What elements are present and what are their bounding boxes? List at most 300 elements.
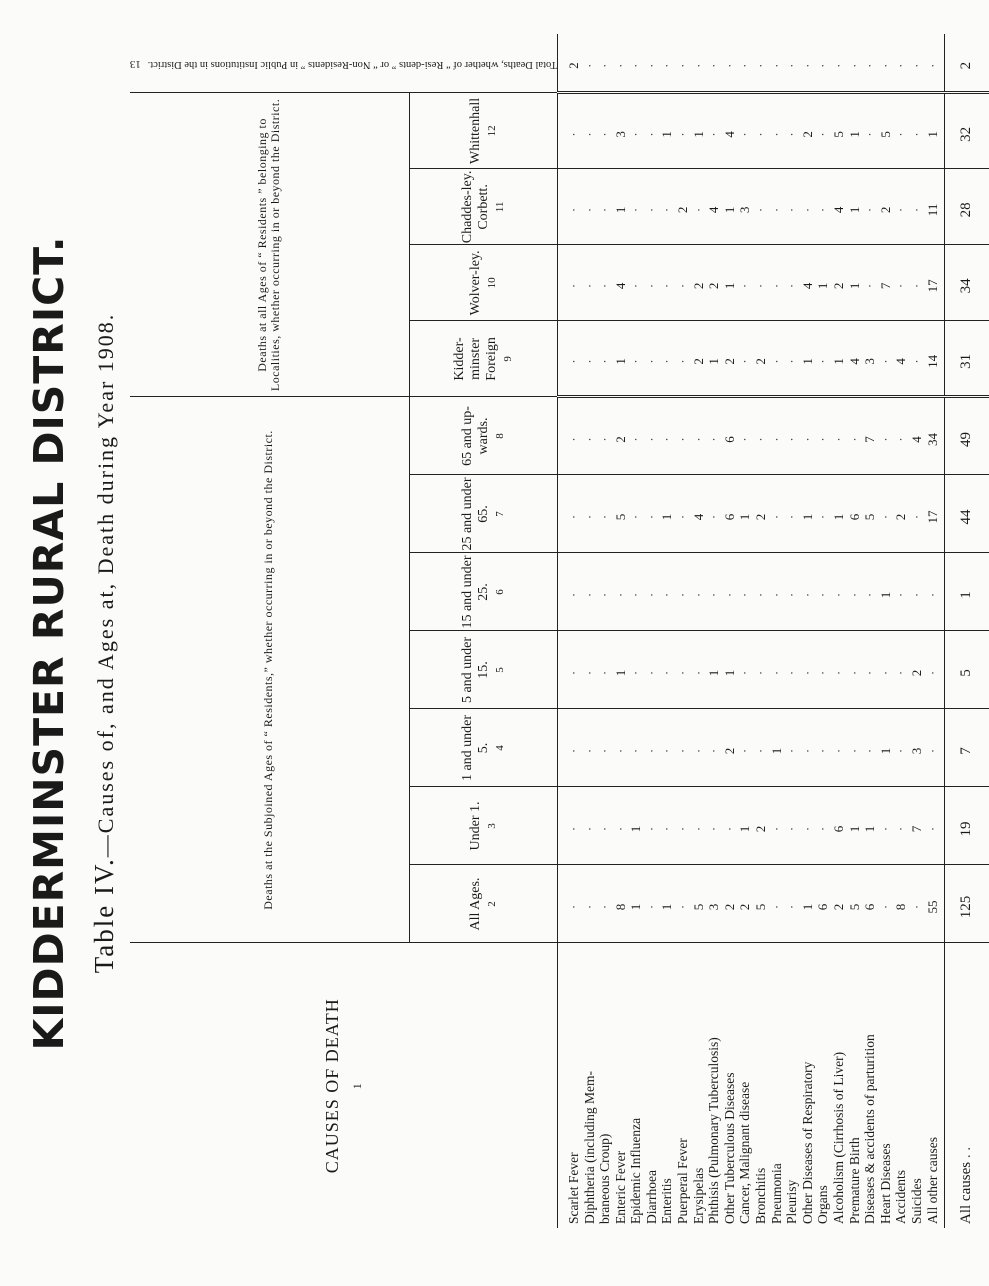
cell-dot: ·: [815, 437, 831, 442]
cell-value: 3: [862, 358, 878, 365]
cell-value: 1: [628, 903, 644, 911]
cell-value: 1: [877, 591, 893, 599]
cell-dot: ·: [597, 283, 613, 289]
cell-dot: ·: [768, 437, 784, 442]
cell-value: 1: [799, 903, 815, 911]
cell-dot: ·: [706, 592, 722, 598]
cell-dot: ·: [706, 514, 722, 520]
cell-dot: ·: [924, 826, 940, 832]
cell-value: 1: [612, 358, 628, 365]
cell-dot: ·: [565, 670, 581, 676]
cell-dot: ·: [815, 207, 831, 213]
table-title: —Causes of, and Ages at, Death during Year 1908.: [93, 312, 118, 858]
cell-dot: ·: [628, 514, 644, 520]
cell-dot: ·: [737, 592, 753, 598]
cell-dot: ·: [877, 826, 893, 832]
cell-dot: ·: [628, 283, 644, 289]
cell-dot: ·: [612, 826, 628, 832]
total-25-to-65: 44: [945, 475, 989, 553]
cell-dot: ·: [846, 592, 862, 598]
cell-dot: ·: [659, 826, 675, 832]
cell-value: 6: [721, 513, 737, 521]
cell-value: 2: [721, 747, 737, 755]
cell-value: 1: [690, 131, 706, 138]
cell-value: 55: [924, 900, 940, 914]
cell-dot: ·: [565, 904, 581, 910]
cell-dot: ·: [799, 63, 815, 68]
cell-value: 5: [831, 131, 846, 138]
cell-dot: ·: [597, 207, 613, 213]
col-wolverley: Wolver-ley. 10: [409, 245, 557, 321]
cause-column-header: CAUSES OF DEATH 1: [130, 943, 557, 1228]
cell-value: 4: [846, 358, 862, 365]
cell-dot: ·: [815, 514, 831, 520]
cell-dot: ·: [675, 132, 691, 137]
table-heading: [82, 0, 126, 1286]
cell-value: 2: [721, 903, 737, 911]
cell-value: 17: [924, 279, 940, 293]
cell-dot: ·: [721, 63, 737, 68]
cell-dot: ·: [612, 592, 628, 598]
cell-value: 8: [893, 903, 909, 911]
cell-dot: ·: [862, 748, 878, 754]
cell-value: 1: [862, 825, 878, 833]
cell-dot: ·: [753, 437, 769, 442]
col-all-ages: All Ages. 2: [409, 865, 557, 943]
cell-dot: ·: [659, 63, 675, 68]
cell-dot: ·: [924, 592, 940, 598]
cell-value: 1: [628, 825, 644, 833]
cause-row-label: All other causes: [924, 1137, 940, 1224]
cell-dot: ·: [597, 670, 613, 676]
cell-dot: ·: [581, 283, 597, 289]
cell-value: 3: [612, 131, 628, 138]
total-1-to-5: 7: [945, 709, 989, 787]
cell-dot: ·: [862, 207, 878, 213]
cell-value: 4: [831, 206, 846, 214]
cause-row-label: Premature Birth: [846, 1137, 862, 1224]
cell-dot: ·: [628, 132, 644, 137]
cell-dot: ·: [690, 63, 706, 68]
cell-dot: ·: [737, 670, 753, 676]
cell-dot: ·: [784, 283, 800, 289]
col-25-to-65: 25 and under 65. 7: [409, 475, 557, 553]
cell-dot: ·: [737, 437, 753, 442]
cell-value: 1: [706, 669, 722, 677]
ages-group-header: Deaths at the Subjoined Ages of “ Residents,” whether occurring in or beyond the District.: [130, 397, 409, 943]
total-chaddesley-corbett: 28: [945, 169, 989, 245]
cell-dot: ·: [877, 904, 893, 910]
totals-label: All causes . .: [945, 943, 989, 1228]
cell-value: 1: [831, 513, 846, 521]
cell-value: 2: [565, 62, 581, 69]
cell-dot: ·: [659, 670, 675, 676]
cell-value: 2: [831, 282, 846, 290]
cell-dot: ·: [565, 207, 581, 213]
cause-list: [557, 943, 944, 1228]
cell-dot: ·: [659, 437, 675, 442]
cell-dot: ·: [831, 748, 846, 754]
cell-dot: ·: [893, 132, 909, 137]
cause-row-label: Diarrhoea: [643, 1170, 659, 1224]
cell-value: 1: [831, 358, 846, 365]
cell-dot: ·: [675, 748, 691, 754]
cell-value: 1: [721, 669, 737, 677]
total-5-to-15: 5: [945, 631, 989, 709]
cell-value: 1: [737, 825, 753, 833]
cell-dot: ·: [753, 748, 769, 754]
cell-dot: ·: [893, 437, 909, 442]
cell-dot: ·: [877, 514, 893, 520]
cell-value: 1: [799, 513, 815, 521]
cell-dot: ·: [893, 63, 909, 68]
cell-dot: ·: [846, 63, 862, 68]
values-whittenhall: [557, 93, 944, 169]
cell-dot: ·: [862, 283, 878, 289]
institutions-header: Total Deaths, whether of “ Resi-dents ” or “ Non-Residents ” in Public Institutions in the District. 13: [130, 34, 557, 93]
cell-dot: ·: [908, 514, 924, 520]
cell-dot: ·: [643, 904, 659, 910]
cell-dot: ·: [815, 670, 831, 676]
cell-dot: ·: [799, 437, 815, 442]
cell-dot: ·: [643, 826, 659, 832]
cell-value: 1: [846, 131, 862, 138]
values-1-to-5: [557, 709, 944, 787]
cell-value: 1: [768, 747, 784, 755]
cell-dot: ·: [784, 132, 800, 137]
cell-dot: ·: [628, 63, 644, 68]
cell-value: 1: [721, 282, 737, 290]
cell-dot: ·: [581, 514, 597, 520]
cell-dot: ·: [643, 132, 659, 137]
cell-dot: ·: [706, 437, 722, 442]
cell-dot: ·: [753, 207, 769, 213]
cell-value: 2: [737, 903, 753, 911]
cell-dot: ·: [737, 283, 753, 289]
total-kidderminster-foreign: 31: [945, 321, 989, 397]
cell-dot: ·: [831, 63, 846, 68]
cause-row-label: Suicides: [908, 1178, 924, 1224]
cell-value: 4: [721, 131, 737, 138]
values-5-to-15: [557, 631, 944, 709]
cell-value: 7: [862, 436, 878, 443]
cell-dot: ·: [768, 63, 784, 68]
cell-value: 11: [924, 203, 940, 217]
cause-row-label: Other Tuberculous Diseases: [721, 1072, 737, 1224]
cell-value: 6: [862, 903, 878, 911]
cell-dot: ·: [581, 670, 597, 676]
cell-dot: ·: [815, 748, 831, 754]
cell-value: 6: [831, 825, 846, 833]
col-65-upwards: 65 and up-wards. 8: [409, 397, 557, 475]
cell-value: 2: [612, 436, 628, 443]
cell-dot: ·: [643, 592, 659, 598]
cell-value: 7: [877, 282, 893, 290]
cell-value: 1: [659, 513, 675, 521]
cell-value: 4: [706, 206, 722, 214]
cell-value: 1: [721, 206, 737, 214]
cell-dot: ·: [612, 748, 628, 754]
cell-value: 2: [831, 903, 846, 911]
cell-dot: ·: [690, 826, 706, 832]
cell-value: 1: [659, 131, 675, 138]
cause-row-label: Phthisis (Pulmonary Tuberculosis): [706, 1037, 722, 1224]
cell-dot: ·: [628, 207, 644, 213]
cell-value: 5: [846, 903, 862, 911]
cell-dot: ·: [924, 670, 940, 676]
cell-dot: ·: [581, 63, 597, 68]
cell-dot: ·: [737, 359, 753, 364]
cell-dot: ·: [643, 359, 659, 364]
cell-dot: ·: [628, 359, 644, 364]
cell-value: 2: [877, 206, 893, 214]
cell-value: 1: [815, 282, 831, 290]
cell-dot: ·: [581, 207, 597, 213]
cell-value: 2: [799, 131, 815, 138]
values-institutions: [557, 34, 944, 93]
cell-dot: ·: [862, 670, 878, 676]
cell-dot: ·: [799, 592, 815, 598]
cell-dot: ·: [690, 437, 706, 442]
cell-dot: ·: [675, 826, 691, 832]
cell-dot: ·: [784, 514, 800, 520]
cell-dot: ·: [846, 437, 862, 442]
cell-dot: ·: [565, 592, 581, 598]
cell-dot: ·: [862, 132, 878, 137]
cell-dot: ·: [643, 514, 659, 520]
cell-value: 7: [908, 825, 924, 833]
cell-dot: ·: [737, 132, 753, 137]
cell-dot: ·: [597, 437, 613, 442]
cell-dot: ·: [690, 207, 706, 213]
cell-dot: ·: [721, 592, 737, 598]
cell-dot: ·: [908, 283, 924, 289]
cell-value: 2: [675, 206, 691, 214]
col-1-to-5: 1 and under 5. 4: [409, 709, 557, 787]
cause-row-label: Cancer, Malignant disease: [737, 1081, 753, 1224]
values-65-upwards: [557, 397, 944, 475]
cell-value: 5: [612, 513, 628, 521]
cell-value: 6: [846, 513, 862, 521]
cell-dot: ·: [675, 514, 691, 520]
cell-dot: ·: [862, 592, 878, 598]
cell-value: 1: [799, 358, 815, 365]
cell-dot: ·: [737, 748, 753, 754]
total-wolverley: 34: [945, 245, 989, 321]
cell-dot: ·: [815, 359, 831, 364]
cell-dot: ·: [675, 359, 691, 364]
cell-dot: ·: [753, 63, 769, 68]
cell-dot: ·: [721, 826, 737, 832]
cell-value: 8: [612, 903, 628, 911]
cell-dot: ·: [784, 359, 800, 364]
cell-dot: ·: [908, 63, 924, 68]
cell-dot: ·: [690, 592, 706, 598]
cell-dot: ·: [908, 207, 924, 213]
cause-row-label: Pneumonia: [768, 1163, 784, 1224]
cell-dot: ·: [893, 670, 909, 676]
cell-dot: ·: [924, 63, 940, 68]
cell-dot: ·: [877, 670, 893, 676]
cell-dot: ·: [628, 592, 644, 598]
cell-dot: ·: [675, 904, 691, 910]
cell-value: 5: [690, 903, 706, 911]
cell-dot: ·: [908, 359, 924, 364]
cell-value: 2: [893, 513, 909, 521]
cell-dot: ·: [597, 359, 613, 364]
cell-dot: ·: [565, 748, 581, 754]
cell-dot: ·: [628, 437, 644, 442]
cell-dot: ·: [893, 283, 909, 289]
cell-value: 2: [908, 669, 924, 677]
cell-dot: ·: [768, 207, 784, 213]
cell-value: 2: [721, 358, 737, 365]
cell-dot: ·: [581, 748, 597, 754]
total-15-to-25: 1: [945, 553, 989, 631]
cause-row-label: Enteritis: [659, 1178, 675, 1224]
cell-dot: ·: [893, 826, 909, 832]
cell-value: 5: [753, 903, 769, 911]
total-institutions: 2: [945, 34, 989, 93]
cell-dot: ·: [706, 63, 722, 68]
cell-dot: ·: [784, 670, 800, 676]
total-65-upwards: 49: [945, 397, 989, 475]
cell-dot: ·: [862, 63, 878, 68]
cell-dot: ·: [659, 592, 675, 598]
cell-dot: ·: [581, 132, 597, 137]
cell-value: 1: [877, 747, 893, 755]
cause-row-label: Enteric Fever: [612, 1150, 628, 1224]
cell-dot: ·: [768, 514, 784, 520]
cell-value: 4: [908, 436, 924, 443]
cell-dot: ·: [893, 207, 909, 213]
locality-group-header: Deaths at all Ages of “ Residents ” belonging to Localities, whether occurring in or beyond the District.: [130, 93, 409, 397]
cell-dot: ·: [643, 748, 659, 754]
cell-dot: ·: [768, 826, 784, 832]
values-wolverley: [557, 245, 944, 321]
cell-dot: ·: [908, 592, 924, 598]
cell-value: 1: [846, 825, 862, 833]
cell-dot: ·: [908, 132, 924, 137]
col-chaddesley-corbett: Chaddes-ley. Corbett. 11: [409, 169, 557, 245]
cell-value: 2: [690, 282, 706, 290]
total-all-ages: 125: [945, 865, 989, 943]
total-under-1: 19: [945, 787, 989, 865]
cell-dot: ·: [675, 592, 691, 598]
cell-value: 1: [924, 131, 940, 138]
cause-row-label: Other Diseases of Respiratory: [799, 1061, 815, 1224]
cell-dot: ·: [753, 132, 769, 137]
cell-dot: ·: [690, 670, 706, 676]
cell-dot: ·: [706, 132, 722, 137]
cell-dot: ·: [737, 63, 753, 68]
cell-value: 4: [690, 513, 706, 521]
cell-dot: ·: [768, 670, 784, 676]
cell-dot: ·: [799, 207, 815, 213]
cause-row-label: Heart Diseases: [877, 1143, 893, 1224]
cell-dot: ·: [706, 826, 722, 832]
cell-dot: ·: [565, 283, 581, 289]
cell-value: 2: [753, 825, 769, 833]
cell-dot: ·: [784, 826, 800, 832]
cell-value: 2: [753, 358, 769, 365]
cause-row-label: Organs: [815, 1185, 831, 1224]
values-all-ages: [557, 865, 944, 943]
cell-dot: ·: [675, 283, 691, 289]
cell-dot: ·: [877, 359, 893, 364]
cell-dot: ·: [565, 359, 581, 364]
cause-row-label: Scarlet Fever: [565, 1152, 581, 1224]
cell-dot: ·: [784, 748, 800, 754]
values-chaddesley-corbett: [557, 169, 944, 245]
cause-row-label: Diphtheria (including Mem-: [581, 1071, 597, 1224]
cell-dot: ·: [581, 437, 597, 442]
cause-row-label: Pleurisy: [784, 1179, 800, 1224]
cell-dot: ·: [877, 63, 893, 68]
cell-value: 17: [924, 510, 940, 524]
cell-dot: ·: [565, 437, 581, 442]
total-whittenhall: 32: [945, 93, 989, 169]
cell-dot: ·: [581, 592, 597, 598]
cell-dot: ·: [768, 132, 784, 137]
cause-row-label: Bronchitis: [753, 1167, 769, 1224]
cell-value: 3: [737, 206, 753, 214]
cell-dot: ·: [565, 514, 581, 520]
values-under-1: [557, 787, 944, 865]
cell-dot: ·: [893, 592, 909, 598]
cell-value: 6: [815, 903, 831, 911]
cell-dot: ·: [706, 748, 722, 754]
cell-dot: ·: [675, 63, 691, 68]
cell-dot: ·: [643, 207, 659, 213]
col-kidderminster-foreign: Kidder-minster Foreign 9: [409, 321, 557, 397]
cell-value: 4: [799, 282, 815, 290]
cell-dot: ·: [784, 63, 800, 68]
cell-dot: ·: [877, 437, 893, 442]
cell-dot: ·: [768, 592, 784, 598]
values-25-to-65: [557, 475, 944, 553]
cell-value: 14: [924, 354, 940, 368]
cell-dot: ·: [675, 437, 691, 442]
cell-dot: ·: [784, 904, 800, 910]
cell-dot: ·: [581, 826, 597, 832]
cell-dot: ·: [643, 63, 659, 68]
cell-value: 1: [846, 282, 862, 290]
cause-row-label: Accidents: [893, 1170, 909, 1224]
cell-dot: ·: [768, 359, 784, 364]
cell-value: 1: [612, 669, 628, 677]
cell-dot: ·: [675, 670, 691, 676]
cell-value: 1: [612, 206, 628, 214]
values-kidderminster-foreign: [557, 321, 944, 397]
cell-dot: ·: [612, 63, 628, 68]
cell-dot: ·: [831, 437, 846, 442]
table-label: Table IV.: [89, 857, 119, 974]
cell-dot: ·: [753, 592, 769, 598]
cell-dot: ·: [768, 283, 784, 289]
cell-dot: ·: [565, 826, 581, 832]
cell-dot: ·: [597, 826, 613, 832]
cell-value: 4: [612, 282, 628, 290]
cell-dot: ·: [659, 283, 675, 289]
cell-value: 3: [908, 747, 924, 755]
cell-dot: ·: [831, 670, 846, 676]
cell-value: 34: [924, 432, 940, 446]
cell-dot: ·: [784, 437, 800, 442]
cause-row-label: Puerperal Fever: [675, 1138, 691, 1224]
cell-dot: ·: [581, 359, 597, 364]
col-whittenhall: Whittenhall 12: [409, 93, 557, 169]
